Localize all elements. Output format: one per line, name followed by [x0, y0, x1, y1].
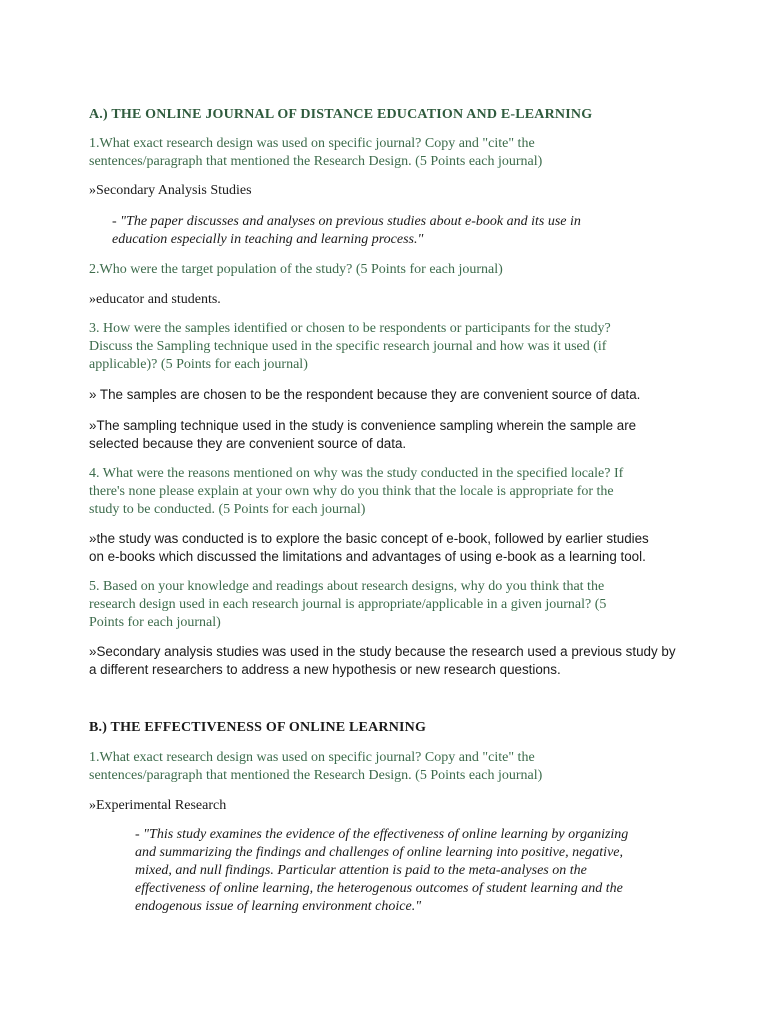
section-a-answer-2: »educator and students.: [89, 292, 221, 307]
section-a-answer-1: »Secondary Analysis Studies: [89, 183, 252, 198]
section-a-question-2: 2.Who were the target population of the study? (5 Points for each journal): [89, 262, 503, 277]
section-b-heading: B.) THE EFFECTIVENESS OF ONLINE LEARNING: [89, 720, 427, 735]
section-a-answer-3a: » The samples are chosen to be the respondent because they are convenient source of data.: [89, 387, 641, 402]
section-a-answer-5: »Secondary analysis studies was used in the study because the research used a previous study by a different researchers to address a new hypothesis or new research questions.: [89, 644, 676, 677]
section-b-answer-1: »Experimental Research: [89, 798, 227, 813]
section-b-question-1: 1.What exact research design was used on specific journal? Copy and "cite" the sentences/paragraph that mentioned the Research Design. (5 Points each journal): [89, 750, 543, 783]
section-a-question-1: 1.What exact research design was used on specific journal? Copy and "cite" the sentences/paragraph that mentioned the Research Design. (5 Points each journal): [89, 136, 543, 169]
section-a-answer-4: »the study was conducted is to explore the basic concept of e-book, followed by earlier studies on e-books which discussed the limitations and advantages of using e-book as a learning tool.: [89, 531, 649, 564]
section-a-answer-3b: »The sampling technique used in the study is convenience sampling wherein the sample are selected because they are convenient source of data.: [89, 418, 637, 451]
section-a-question-3: 3. How were the samples identified or chosen to be respondents or participants for the study? Discuss the Sampling technique used in the specific research journal and how was it used (if applicable)? (5 Points for each journal): [89, 321, 611, 372]
section-b-answer-1-quote: - "This study examines the evidence of the effectiveness of online learning by organizing and summarizing the findings and challenges of online learning into positive, negative, mixed, and null findings. Particular attention is paid to the meta-analyses on the effectiveness of online learning, the heterogenous outcomes of student learning and the endogenous issue of learning environment choice.": [135, 827, 629, 914]
section-a-heading: A.) THE ONLINE JOURNAL OF DISTANCE EDUCATION AND E-LEARNING: [89, 107, 593, 122]
section-a-question-4: 4. What were the reasons mentioned on why was the study conducted in the specified locale? If there's none please explain at your own why do you think that the locale is appropriate for the study to be conducted. (5 Points for each journal): [89, 466, 624, 517]
section-a-answer-1-quote: - "The paper discusses and analyses on previous studies about e-book and its use in education especially in teaching and learning process.": [112, 214, 581, 247]
section-a-question-5: 5. Based on your knowledge and readings about research designs, why do you think that the research design used in each research journal is appropriate/applicable in a given journal? (5 Points for each journal): [89, 579, 607, 630]
